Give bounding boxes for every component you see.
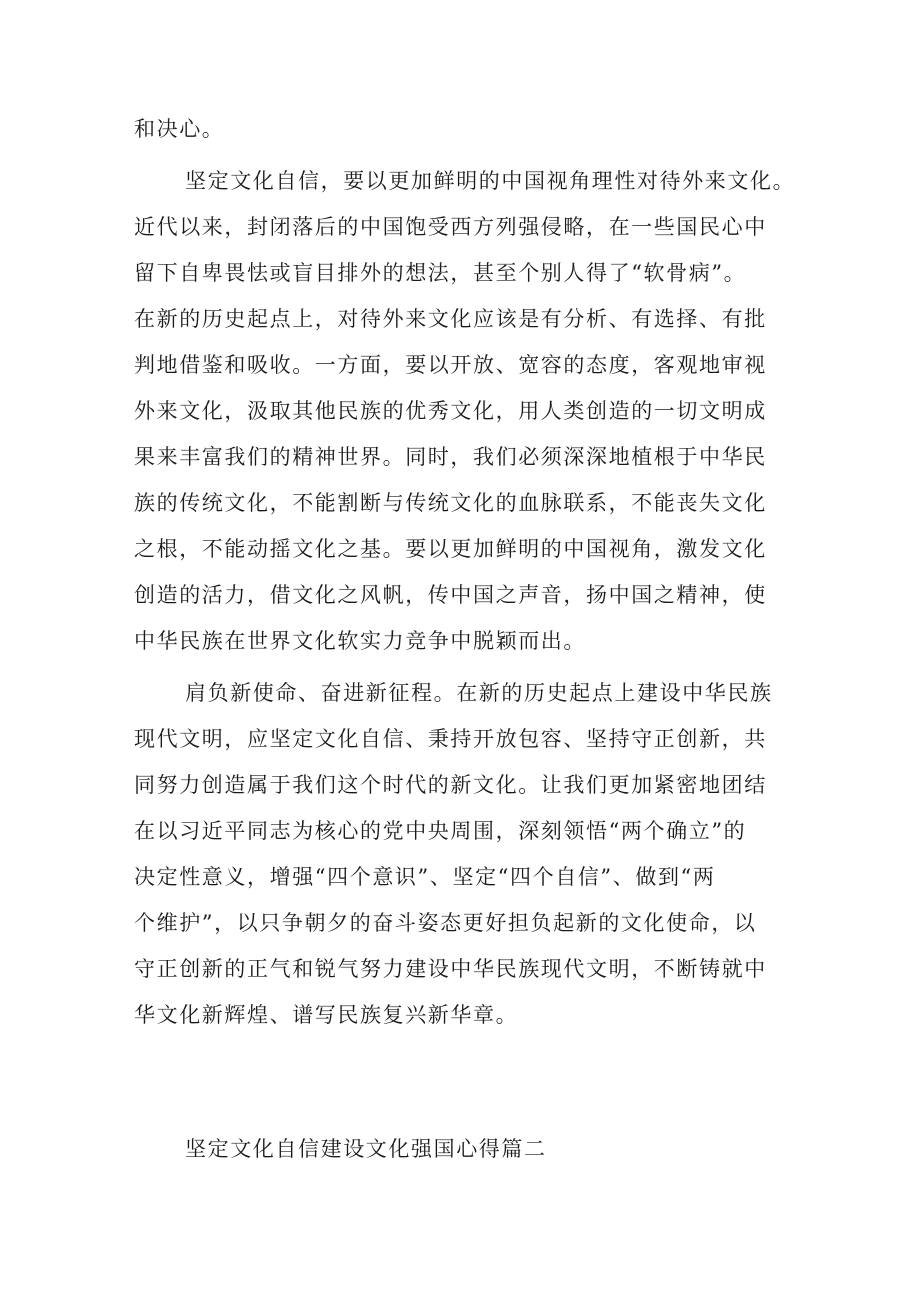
paragraph-line: 在以习近平同志为核心的党中央周围，深刻领悟“两个确立”的	[134, 819, 747, 843]
paragraph-line: 中华民族在世界文化软实力竞争中脱颖而出。	[134, 629, 586, 653]
section-heading: 坚定文化自信建设文化强国心得篇二	[185, 1137, 547, 1161]
paragraph-line: 现代文明，应坚定文化自信、秉持开放包容、坚持守正创新，共	[134, 727, 767, 751]
paragraph-line: 决定性意义，增强“四个意识”、坚定“四个自信”、做到“两	[134, 865, 716, 889]
paragraph-line: 华文化新辉煌、谱写民族复兴新华章。	[134, 1003, 519, 1027]
paragraph-line: 之根，不能动摇文化之基。要以更加鲜明的中国视角，激发文化	[134, 537, 767, 561]
paragraph-line: 近代以来，封闭落后的中国饱受西方列强侵略，在一些国民心中	[134, 215, 767, 239]
paragraph-line: 外来文化，汲取其他民族的优秀文化，用人类创造的一切文明成	[134, 399, 767, 423]
paragraph-line: 同努力创造属于我们这个时代的新文化。让我们更加紧密地团结	[134, 773, 767, 797]
paragraph-line: 个维护”，以只争朝夕的奋斗姿态更好担负起新的文化使命，以	[134, 911, 757, 935]
paragraph-line: 创造的活力，借文化之风帆，传中国之声音，扬中国之精神，使	[134, 583, 767, 607]
paragraph-line: 守正创新的正气和锐气努力建设中华民族现代文明，不断铸就中	[134, 957, 767, 981]
paragraph-line: 判地借鉴和吸收。一方面，要以开放、宽容的态度，客观地审视	[134, 353, 767, 377]
paragraph-line: 和决心。	[134, 117, 225, 141]
paragraph-line: 果来丰富我们的精神世界。同时，我们必须深深地植根于中华民	[134, 445, 767, 469]
paragraph-line: 肩负新使命、奋进新征程。在新的历史起点上建设中华民族	[185, 681, 773, 705]
paragraph-line: 在新的历史起点上，对待外来文化应该是有分析、有选择、有批	[134, 307, 767, 331]
paragraph-line: 族的传统文化，不能割断与传统文化的血脉联系，不能丧失文化	[134, 491, 767, 515]
paragraph-line: 留下自卑畏怯或盲目排外的想法，甚至个别人得了“软骨病”。	[134, 261, 747, 285]
paragraph-line: 坚定文化自信，要以更加鲜明的中国视角理性对待外来文化。	[185, 169, 796, 193]
